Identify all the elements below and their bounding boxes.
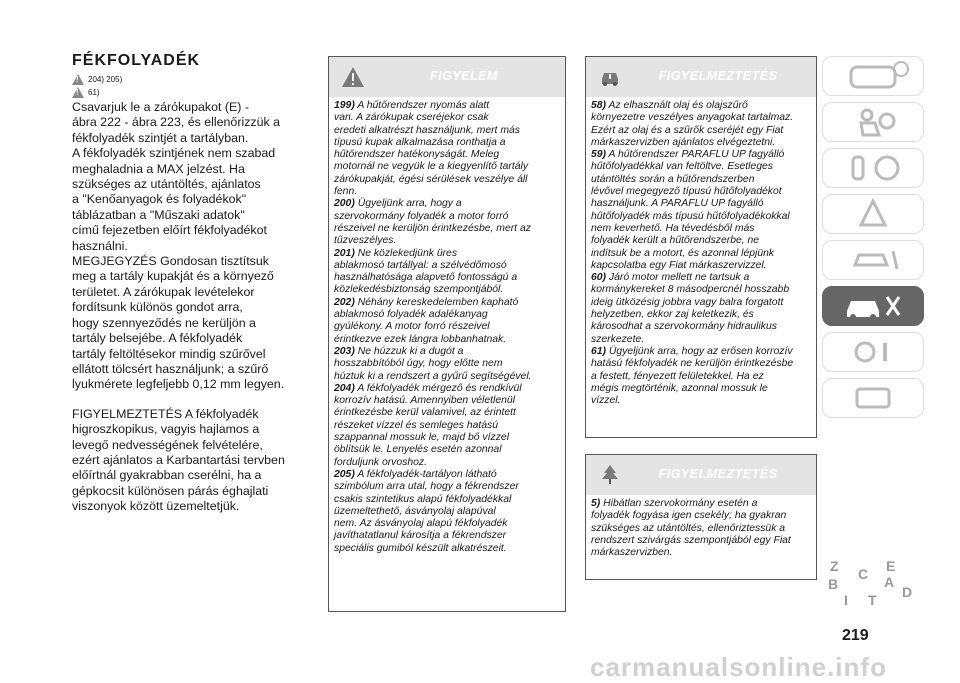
page-number: 219 <box>842 627 869 644</box>
multimedia-icon <box>823 379 923 417</box>
emergency-car-icon <box>823 241 923 279</box>
index-letter: A <box>884 574 895 590</box>
index-letter: B <box>828 576 839 592</box>
tree-environment-icon <box>598 463 622 487</box>
paragraph: Csavarjuk le a zárókupakot (E) - ábra 222 - ábra 223, és ellenőrizzük a fékfolyadék szintjét a tartályban. <box>72 100 281 145</box>
box-item: 5) Hibátlan szervokormány esetén a folyadék fogyása igen csekély; ha gyakran szükséges az utántöltés, ellenőriztessük a rendszert szivárgás szempontjából egy Fiat márkaszervizben. <box>591 498 791 559</box>
box-title: FIGYELEM <box>430 69 498 83</box>
index-letter: I <box>844 592 848 608</box>
index-letter: Z <box>830 558 839 574</box>
warning-triangle-icon <box>72 74 84 85</box>
tab-emergency[interactable] <box>822 240 924 280</box>
warning-refs-line-2 <box>72 87 304 98</box>
caution-box-2 <box>585 454 817 580</box>
warning-triangle-icon <box>341 65 365 89</box>
warning-triangle-icon <box>72 87 84 98</box>
tab-warning-lights[interactable] <box>822 194 924 234</box>
tab-multimedia[interactable] <box>822 378 924 418</box>
box-body <box>586 97 816 411</box>
box-item: 58) Az elhasznált olaj és olajszűrő környezetre veszélyes anyagokat tartalmaz. Ezért az olaj és a szűrők cseréjét egy Fiat márkaszervizben ajánlatos elvégeztetni. <box>591 100 794 148</box>
box-body <box>586 495 816 563</box>
box-item: 199) A hűtőrendszer nyomás alatt van. A zárókupak cseréjekor csak eredeti alkatrészt használjunk, mert más típusú kupak alkalmazása ronthatja a hűtőrendszer hatékonyságát. Meleg motornál ne vegyük le a kiegyenlítő tartály zárókupakját, égési sérülések veszélye áll fenn. <box>334 100 529 198</box>
section-title: FÉKFOLYADÉK <box>72 52 201 69</box>
index-letter: T <box>868 592 877 608</box>
dashboard-info-icon <box>823 57 923 95</box>
box-title: FIGYELMEZTETÉS <box>658 69 778 83</box>
car-maintenance-icon <box>823 287 923 325</box>
warning-refs-line-1 <box>72 74 304 85</box>
box-item: 59) A hűtőrendszer PARAFLU UP fagyálló hűtőfolyadékkal van feltöltve. Esetleges utántöltés során a hűtőrendszerben lévővel megegyező típusú hűtőfolyadékot használjunk. A PARAFLU UP fagyálló hűtőfolyadék más típusú hűtőfolyadékokkal nem keverhető. Ha tévedésből más folyadék került a hűtőrendszerbe, ne indítsuk be a motort, és azonnal lépjünk kapcsolatba egy Fiat márkaszervizzel. <box>591 149 790 271</box>
index-letter: E <box>886 558 896 574</box>
box-header <box>329 57 565 97</box>
box-item: 202) Néhány kereskedelemben kapható ablakmosó folyadék adalékanyag gyúlékony. A motor forró részeivel érintkezve ezek lángra lobbanhatnak. <box>334 296 519 345</box>
box-body <box>329 97 565 559</box>
box-item: 60) Járó motor mellett ne tartsuk a kormánykereket 8 másodpercnél hosszabb ideig ütközésig jobbra vagy balra forgatott helyzetben, ekkor zaj keletkezik, és károsodhat a szervokormány hidraulikus szerkezete. <box>591 272 790 345</box>
warning-refs-text: 61) <box>88 88 100 97</box>
box-item: 204) A fékfolyadék mérgező és rendkívül korrozív hatású. Amennyiben véletlenül érintkezésbe kerül valamivel, az érintett részeket vízzel és semleges hatású szappannal mossuk le, majd bő vízzel öblítsük le. Lenyelés esetén azonnal forduljunk orvoshoz. <box>334 382 522 468</box>
caution-box-1 <box>585 56 817 438</box>
warning-lights-icon <box>823 195 923 233</box>
warning-box-figyelem <box>328 56 566 612</box>
box-item: 61) Ügyeljünk arra, hogy az erősen korrozív hatású fékfolyadék ne kerüljön érintkezésbe a festett, fényezett felületekkel. Ha ez mégis megtörténik, azonnal mossuk le vízzel. <box>591 345 794 407</box>
warning-refs-text: 204) 205) <box>88 75 123 84</box>
box-header <box>586 57 816 97</box>
main-column <box>72 52 304 515</box>
box-item: 203) Ne húzzuk ki a dugót a hosszabbítóból úgy, hogy előtte nem húztuk ki a rendszert a gyűrű segítségével. <box>334 345 532 382</box>
box-header <box>586 455 816 495</box>
chapter-tabs <box>822 56 922 424</box>
box-item: 201) Ne közlekedjünk üres ablakmosó tartállyal: a szélvédőmosó használhatósága alapvető fontosságú a közlekedésbiztonság szempontjából. <box>334 247 518 296</box>
paragraph: FIGYELMEZTETÉS A fékfolyadék higroszkopikus, vagyis hajlamos a levegő nedvességének felvételére, ezért ajánlatos a Karbantartási tervben előírtnál gyakrabban cserélni, ha a gépkocsit különösen párás éghajlati viszonyok között üzemeltetjük. <box>72 406 285 514</box>
box-item: 205) A fékfolyadék-tartályon látható szimbólum arra utal, hogy a fékrendszer csakis szintetikus alapú fékfolyadékkal üzemeltethető, ásványolaj alapúval nem. Az ásványolaj alapú fékfolyadék javíthatatlanul károsítja a fékrendszer speciális gumiból készült alkatrészeit. <box>334 468 519 554</box>
airbag-icon <box>823 103 923 141</box>
box-title: FIGYELMEZTETÉS <box>658 467 778 481</box>
key-icon <box>823 149 923 187</box>
watermark: carmanualsonline.info <box>590 652 887 682</box>
tab-dashboard[interactable] <box>822 56 924 96</box>
tab-starting[interactable] <box>822 148 924 188</box>
tab-safety[interactable] <box>822 102 924 142</box>
index-letter: D <box>902 584 913 600</box>
paragraph: A fékfolyadék szintjének nem szabad meghaladnia a MAX jelzést. Ha szükséges az utántöltés, ajánlatos a "Kenőanyagok és folyadékok" táblázatban a "Műszaki adatok" című fejezetben előírt fékfolyadékot használni. <box>72 146 276 253</box>
tab-maintenance[interactable] <box>822 286 924 326</box>
technical-data-icon <box>823 333 923 371</box>
index-tab[interactable] <box>828 558 918 608</box>
tab-technical-data[interactable] <box>822 332 924 372</box>
paragraph: MEGJEGYZÉS Gondosan tisztítsuk meg a tartály kupakját és a környező területet. A zárókupak levételekor fordítsunk különös gondot arra, hogy szennyeződés ne kerüljön a tartály belsejébe. A fékfolyadék tartály feltöltésekor mindig szűrővel ellátott tölcsért használjunk; a szűrő lyukmérete legfeljebb 0,12 mm legyen. <box>72 254 285 392</box>
box-item: 200) Ügyeljünk arra, hogy a szervokormány folyadék a motor forró részeivel ne kerüljön érintkezésbe, mert az tűzveszélyes. <box>334 198 531 247</box>
index-letter: C <box>858 566 869 582</box>
car-caution-icon <box>598 65 622 89</box>
